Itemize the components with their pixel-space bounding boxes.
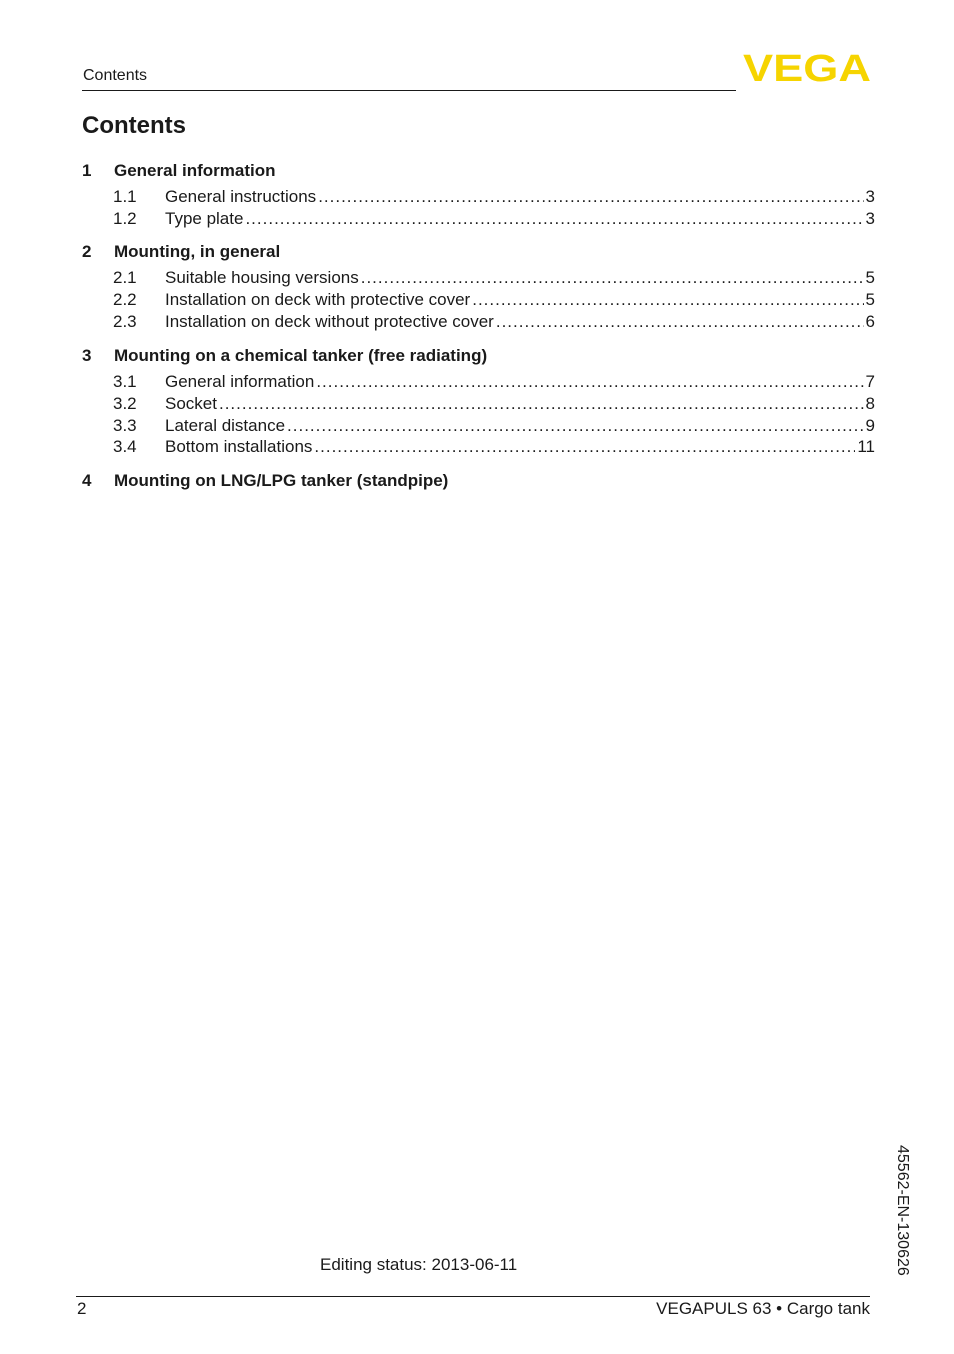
dot-leader	[314, 437, 855, 457]
toc-entry[interactable]	[82, 416, 875, 438]
entry-title: Bottom installations	[165, 437, 313, 457]
toc-entry[interactable]	[82, 290, 875, 312]
dot-leader	[318, 187, 863, 207]
entry-number: 1.2	[113, 208, 137, 228]
entry-title: General instructions	[165, 187, 317, 206]
toc-entry[interactable]	[82, 394, 875, 416]
section-title: General information	[114, 161, 276, 180]
toc-entry[interactable]	[82, 312, 875, 334]
section-number: 1	[82, 161, 92, 180]
dot-leader	[287, 416, 864, 436]
entry-number: 2.1	[113, 268, 137, 287]
logo-text: VEGA	[743, 51, 871, 83]
toc-entry[interactable]	[82, 437, 875, 459]
entry-number: 2.3	[113, 311, 137, 331]
vega-logo	[742, 51, 872, 83]
section-number: 4	[82, 471, 92, 490]
toc-entry[interactable]	[82, 209, 875, 231]
dot-leader	[472, 290, 863, 310]
entry-page: 11	[857, 437, 875, 457]
entry-page: 7	[865, 372, 875, 391]
toc-section	[82, 161, 875, 231]
entry-title: Socket	[165, 393, 217, 413]
entry-number: 3.1	[113, 372, 137, 391]
toc-section-heading[interactable]	[82, 161, 875, 187]
entry-title: Installation on deck with protective cover	[165, 289, 471, 309]
footer-rule	[76, 1296, 870, 1297]
toc-entry[interactable]	[82, 187, 875, 209]
dot-leader	[361, 268, 864, 288]
header-rule	[82, 90, 736, 91]
toc-section-heading[interactable]	[82, 471, 875, 497]
section-number: 2	[82, 242, 92, 261]
entry-title: General information	[165, 372, 315, 391]
entry-title: Suitable housing versions	[165, 268, 359, 287]
entry-page: 8	[865, 393, 875, 413]
editing-status: Editing status: 2013-06-11	[320, 1255, 518, 1274]
entry-title: Installation on deck without protective cover	[165, 311, 494, 331]
section-number: 3	[82, 346, 92, 365]
entry-page: 3	[865, 187, 875, 206]
dot-leader	[496, 312, 864, 332]
entry-number: 3.4	[113, 437, 137, 457]
footer-page-number: 2	[77, 1299, 87, 1318]
entry-number: 3.3	[113, 415, 137, 435]
entry-title: Type plate	[165, 208, 244, 228]
entry-page: 5	[865, 289, 875, 309]
entry-title: Lateral distance	[165, 415, 286, 435]
entry-page: 9	[865, 415, 875, 435]
toc-section	[82, 242, 875, 333]
toc-section	[82, 346, 875, 459]
entry-number: 3.2	[113, 393, 137, 413]
running-header: Contents	[83, 67, 148, 84]
page-title: Contents	[82, 112, 186, 139]
section-title: Mounting on a chemical tanker (free radiating)	[114, 346, 488, 365]
toc-section-heading[interactable]	[82, 346, 875, 372]
dot-leader	[316, 372, 863, 392]
entry-page: 3	[865, 208, 875, 228]
entry-page: 6	[865, 311, 875, 331]
entry-page: 5	[865, 268, 875, 287]
section-title: Mounting, in general	[114, 242, 281, 261]
document-code: 45562-EN-130626	[894, 1145, 911, 1276]
toc-section-heading[interactable]	[82, 242, 875, 268]
section-title: Mounting on LNG/LPG tanker (standpipe)	[114, 471, 449, 490]
footer-product-name: VEGAPULS 63 • Cargo tank	[656, 1299, 870, 1318]
toc-entry[interactable]	[82, 268, 875, 290]
dot-leader	[219, 394, 864, 414]
dot-leader	[245, 209, 863, 229]
toc-entry[interactable]	[82, 372, 875, 394]
toc-section	[82, 471, 875, 497]
entry-number: 2.2	[113, 289, 137, 309]
entry-number: 1.1	[113, 187, 137, 206]
